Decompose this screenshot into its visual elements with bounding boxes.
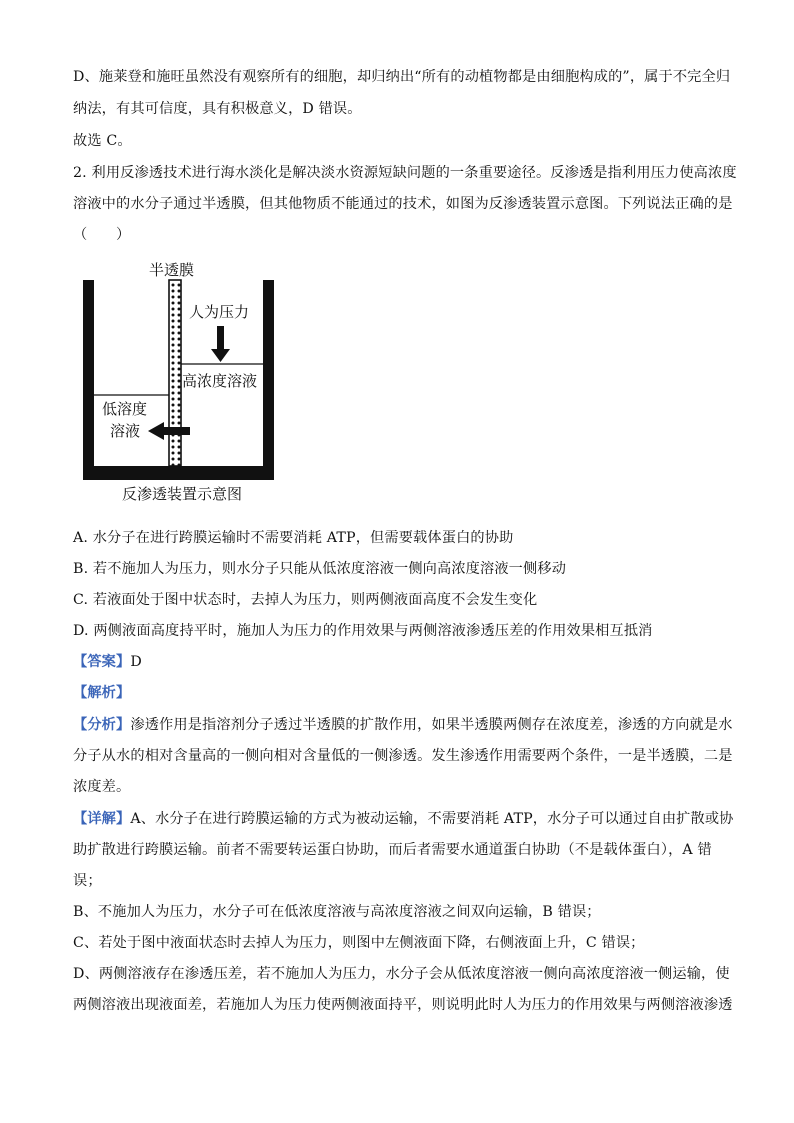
container-bottom <box>83 466 274 480</box>
analysis-line: 浓度差。 <box>73 779 131 795</box>
analysis-heading <box>73 682 130 702</box>
text-line: 纳法，有其可信度，具有积极意义，D 错误。 <box>73 101 362 117</box>
pressure-arrowhead <box>211 349 230 362</box>
container-left-wall <box>83 280 94 480</box>
option-c: C. 若液面处于图中状态时，去掉人为压力，则两侧液面高度不会发生变化 <box>73 592 538 608</box>
analysis-line <box>73 714 733 734</box>
detail-tag: 【详解】 <box>73 811 131 827</box>
question-2-blank: （ ） <box>73 227 131 243</box>
low-concentration-label-2: 溶液 <box>110 422 141 440</box>
answer-tag: 【答案】 <box>73 654 131 670</box>
water-flow-arrowhead <box>148 422 164 440</box>
analysis-tag: 【解析】 <box>73 685 131 701</box>
detail-line: 助扩散进行跨膜运输。前者不需要转运蛋白协助，而后者需要水通道蛋白协助（不是载体蛋白），A 错 <box>73 842 712 858</box>
question-2-stem: 溶液中的水分子通过半透膜，但其他物质不能通过的技术，如图为反渗透装置示意图。下列说法正确的是 <box>73 196 733 212</box>
low-concentration-label-1: 低溶度 <box>102 400 148 418</box>
high-concentration-label: 高浓度溶液 <box>182 372 258 390</box>
water-flow-arrow-icon <box>162 427 190 435</box>
semipermeable-membrane <box>169 280 181 466</box>
pressure-label: 人为压力 <box>189 303 250 321</box>
detail-text: A、水分子在进行跨膜运输的方式为被动运输，不需要消耗 ATP，水分子可以通过自由扩散或协 <box>130 811 734 827</box>
reverse-osmosis-diagram <box>80 258 290 508</box>
text-line: D、施莱登和施旺虽然没有观察所有的细胞，却归纳出“所有的动植物都是由细胞构成的”，属于不完全归 <box>73 69 731 85</box>
answer-value: D <box>130 654 142 670</box>
container-right-wall <box>263 280 274 480</box>
detail-line: 误； <box>73 873 102 889</box>
option-b: B. 若不施加人为压力，则水分子只能从低浓度溶液一侧向高浓度溶液一侧移动 <box>73 561 567 577</box>
option-d: D. 两侧液面高度持平时，施加人为压力的作用效果与两侧溶液渗透压差的作用效果相互抵消 <box>73 623 653 639</box>
detail-line <box>73 808 734 828</box>
detail-line: 两侧溶液出现液面差，若施加人为压力使两侧液面持平，则说明此时人为压力的作用效果与两侧溶液渗透 <box>73 997 733 1013</box>
text-line: 故选 C。 <box>73 133 132 149</box>
detail-line: B、不施加人为压力，水分子可在低浓度溶液与高浓度溶液之间双向运输，B 错误； <box>73 904 601 920</box>
detail-line: C、若处于图中液面状态时去掉人为压力，则图中左侧液面下降，右侧液面上升，C 错误； <box>73 935 645 951</box>
fenxi-tag: 【分析】 <box>73 717 131 733</box>
option-a: A. 水分子在进行跨膜运输时不需要消耗 ATP，但需要载体蛋白的协助 <box>73 530 514 546</box>
pressure-arrow-icon <box>217 326 224 351</box>
figure-caption: 反渗透装置示意图 <box>122 485 243 503</box>
membrane-label: 半透膜 <box>149 261 195 279</box>
answer-line <box>73 651 142 671</box>
detail-line: D、两侧溶液存在渗透压差，若不施加人为压力，水分子会从低浓度溶液一侧向高浓度溶液一侧运输，使 <box>73 966 730 982</box>
analysis-line: 分子从水的相对含量高的一侧向相对含量低的一侧渗透。发生渗透作用需要两个条件，一是半透膜，二是 <box>73 748 733 764</box>
fenxi-text: 渗透作用是指溶剂分子透过半透膜的扩散作用，如果半透膜两侧存在浓度差，渗透的方向就是水 <box>130 717 733 733</box>
question-2-stem: 2. 利用反渗透技术进行海水淡化是解决淡水资源短缺问题的一条重要途径。反渗透是指利用压力使高浓度 <box>73 165 737 181</box>
